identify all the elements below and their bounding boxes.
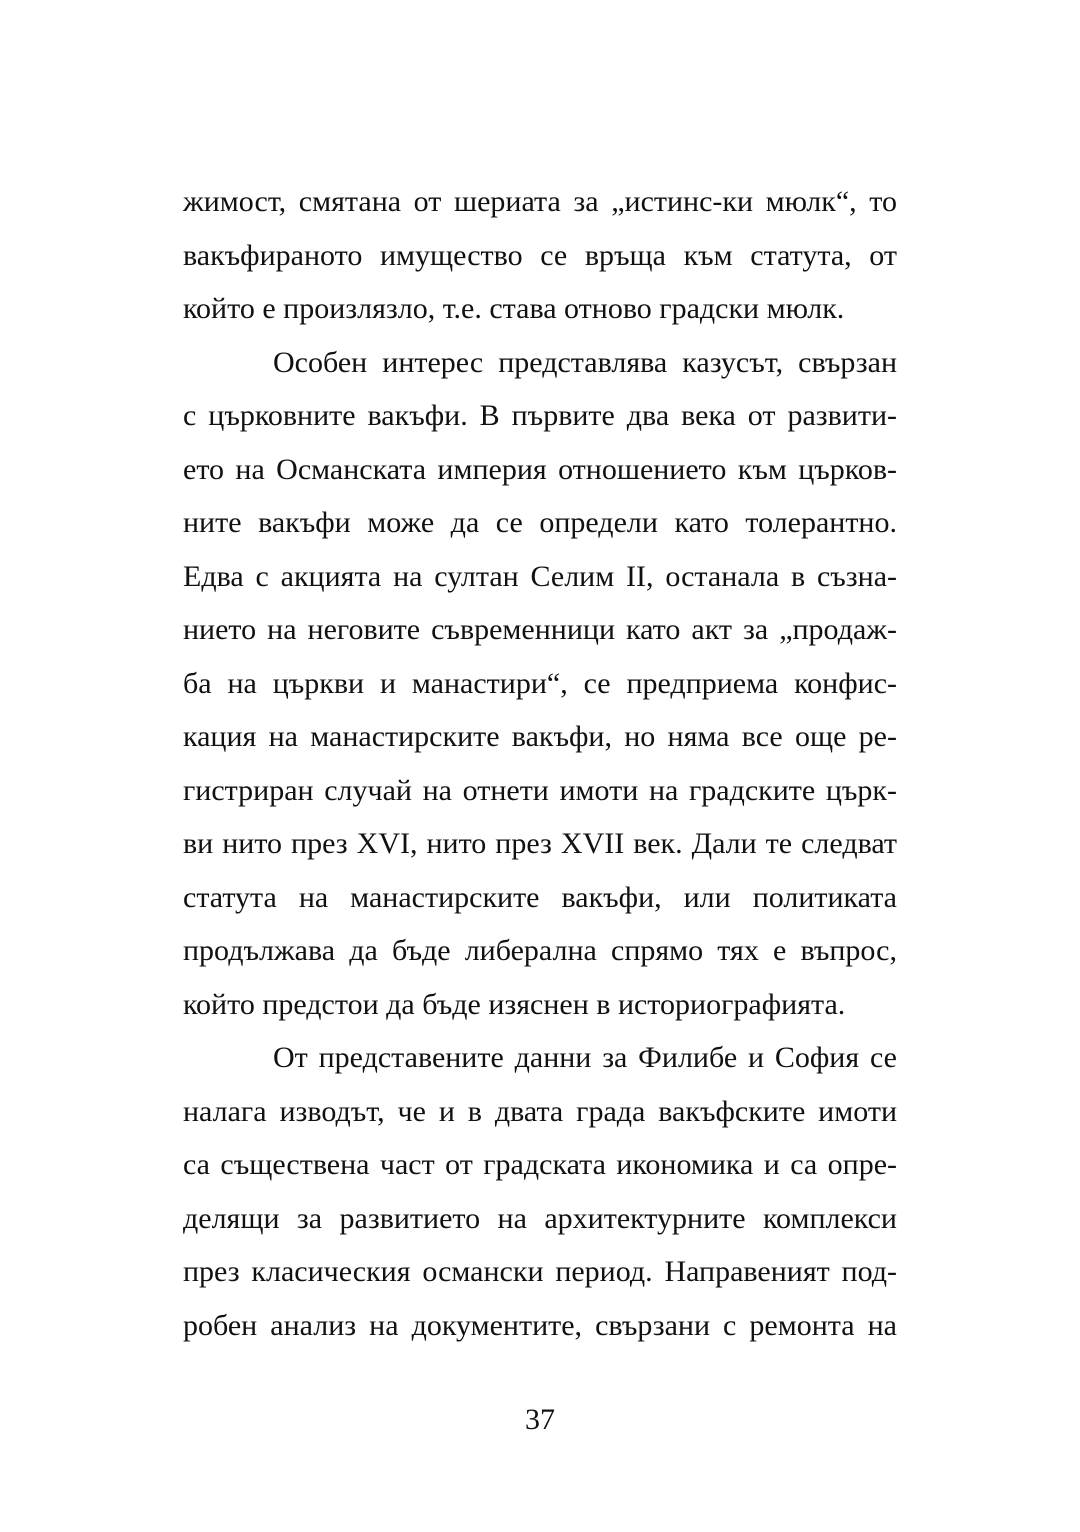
text-line: вакъфираното имущество се връща към статута, от	[183, 238, 897, 272]
text-line: с църковните вакъфи. В първите два века от развити-	[183, 399, 897, 432]
text-line: ви нито през XVI, нито през XVII век. Дали те следват	[183, 827, 897, 860]
text-line: който е произлязло, т.е. става отново градски мюлк.	[183, 292, 845, 325]
paragraph-start-line: От представените данни за Филибе и София се	[273, 1041, 897, 1074]
text-line: който предстои да бъде изяснен в историографията.	[183, 987, 846, 1021]
text-line: кация на манастирските вакъфи, но няма все още ре-	[183, 720, 897, 753]
text-line: през класическия османски период. Направеният под-	[183, 1255, 897, 1288]
text-line: жимост, смятана от шериата за „истинс-ки мюлк“, то	[183, 185, 897, 218]
text-line: робен анализ на документите, свързани с ремонта на	[183, 1308, 897, 1342]
text-line: ба на църкви и манастири“, се предприема конфис-	[183, 666, 897, 700]
text-line: статута на манастирските вакъфи, или политиката	[183, 880, 897, 914]
text-line: гистриран случай на отнети имоти на градските църк-	[183, 773, 897, 807]
text-line: Едва с акцията на султан Селим II, останала в съзна-	[183, 559, 897, 593]
body-text	[183, 175, 897, 1352]
text-line: делящи за развитието на архитектурните комплекси	[183, 1201, 897, 1235]
page-number: 37	[525, 1403, 555, 1436]
text-line: налага изводът, че и в двата града вакъфските имоти	[183, 1094, 897, 1128]
text-line: ните вакъфи може да се определи като толерантно.	[183, 506, 897, 539]
paragraph-start-line: Особен интерес представлява казусът, свързан	[273, 345, 897, 379]
text-line: са съществена част от градската икономика и са опре-	[183, 1148, 897, 1181]
text-line: нието на неговите съвременници като акт за „продаж-	[183, 613, 897, 646]
text-line: продължава да бъде либерална спрямо тях е въпрос,	[183, 934, 897, 967]
text-line: ето на Османската империя отношението към църков-	[183, 452, 897, 486]
